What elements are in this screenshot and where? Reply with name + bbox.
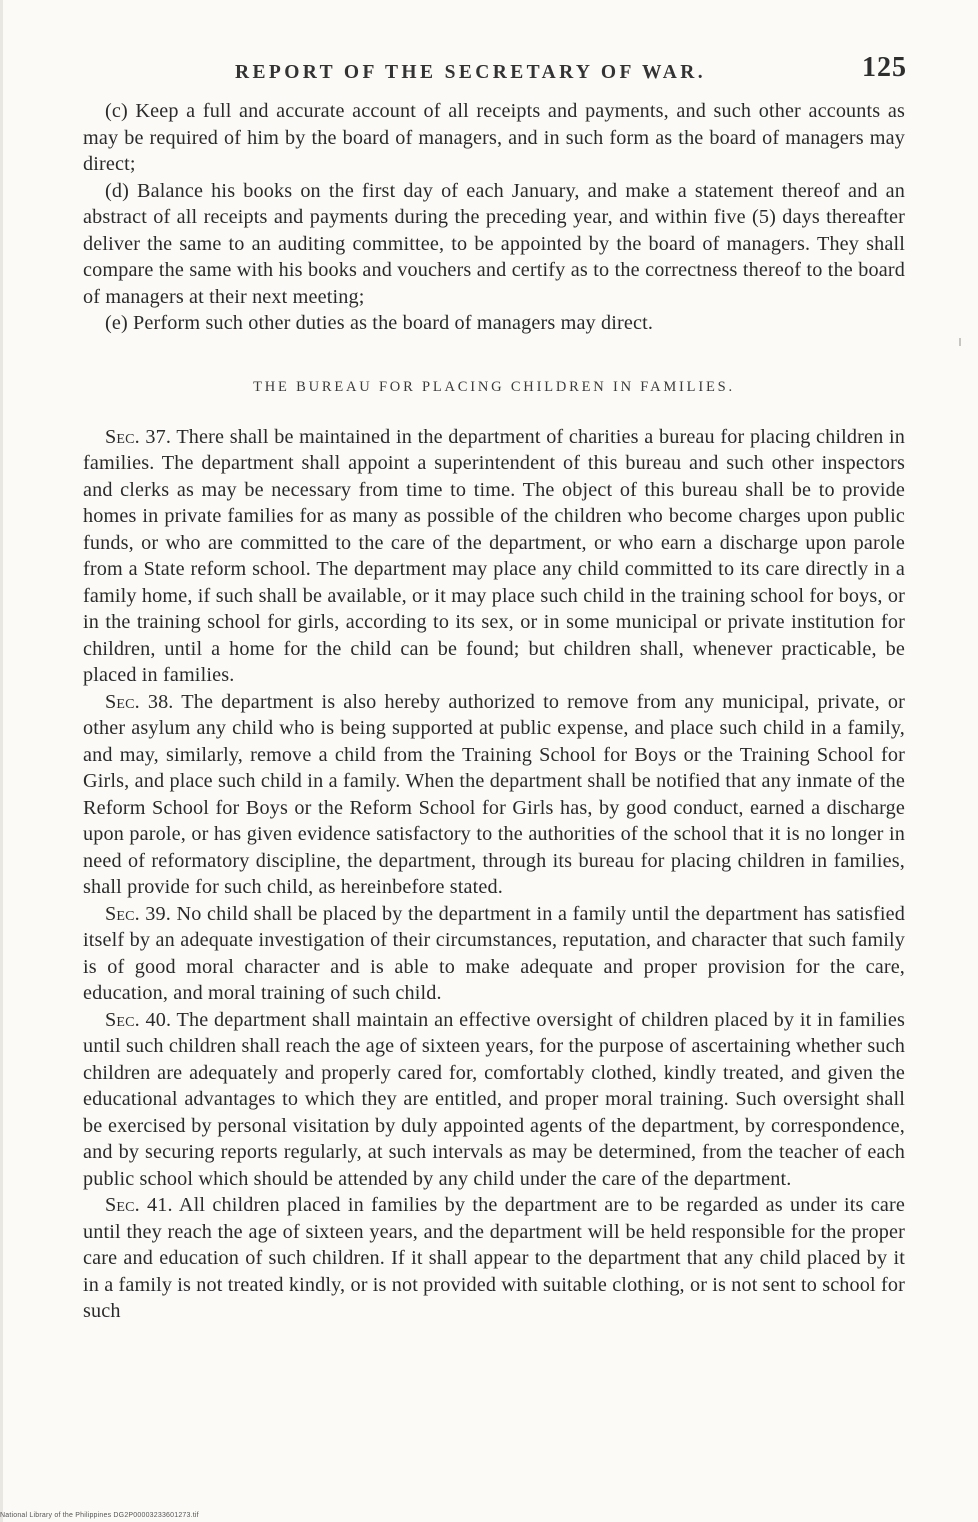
section-label: Sec. 40. [105,1008,172,1031]
section-text: All children placed in families by the department are to be regarded as under its care until they reach the age of sixteen years, and the department will be held responsible for the proper care and education of such children. If it shall appear to the department that any child placed by it in a family is not treated kindly, or is not provided with suitable clothing, or is not sent to school for such [83,1194,905,1322]
section-label: Sec. 38. [105,690,174,713]
section-text: There shall be maintained in the department of charities a bureau for placing children in families. The department shall appoint a superintendent of this bureau and such other inspectors and clerks as may be necessary from time to time. The object of this bureau shall be to provide homes in private families for as many as possible of the children who become charges upon public funds, or who are committed to the care of the department, or who earn a discharge upon parole from a State reform school. The department may place any child committed to its care directly in a family home, if such shall be available, or it may place such child in the training school for boys, or in the training school for girls, according to its sex, or in some municipal or private institution for children, until a home for the child can be found; but children shall, whenever practicable, be placed in families. [83,425,905,686]
source-watermark: National Library of the Philippines DG2P00003233601273.tif [0,1512,199,1519]
section-text: No child shall be placed by the department in a family until the department has satisfied itself by an adequate investigation of their circumstances, reputation, and character that such family is of good moral character and is able to make adequate and proper provision for the care, education, and moral training of such child. [83,902,905,1004]
section-41 [83,1192,905,1325]
section-39 [83,901,905,1007]
section-40 [83,1007,905,1193]
margin-mark [959,338,961,346]
section-label: Sec. 41. [105,1194,173,1216]
section-38 [83,689,905,901]
paragraph-d: (d) Balance his books on the first day of each January, and make a statement thereof and an abstract of all receipts and payments during the preceding year, and within five (5) days thereafter deliver the same to an auditing committee, to be appointed by the board of managers. They shall compare the same with his books and vouchers and certify as to the correctness thereof to the board of managers at their next meeting; [83,179,905,308]
scan-edge [0,0,3,1522]
section-label: Sec. 37. [105,425,172,448]
page-header [83,52,907,92]
running-head: REPORT OF THE SECRETARY OF WAR. [235,62,706,83]
page-body [83,98,905,1325]
section-37 [83,424,905,689]
page-number: 125 [862,52,907,83]
paragraph-e: (e) Perform such other duties as the board of managers may direct. [105,312,654,334]
paragraph-c: (c) Keep a full and accurate account of all receipts and payments, and such other accounts as may be required of him by the board of managers, and in such form as the board of managers may direct; [83,100,905,175]
section-label: Sec. 39. [105,902,171,925]
section-text: The department shall maintain an effective oversight of children placed by it in families until such children shall reach the age of sixteen years, for the purpose of ascertaining whether such children are adequately and properly cared for, comfortably clothed, kindly treated, and given the educational advantages to which they are entitled, and proper moral training. Such oversight shall be exercised by personal visitation by duly appointed agents of the department, by correspondence, and by securing reports regularly, at such intervals as may be determined, from the teacher of each public school which should be attended by any child under the care of the department. [83,1008,905,1190]
section-text: The department is also hereby authorized to remove from any municipal, private, or other asylum any child who is being supported at public expense, and place such child in a family, and may, similarly, remove a child from the Training School for Boys or the Training School for Girls, and place such child in a family. When the department shall be notified that any inmate of the Reform School for Boys or the Reform School for Girls has, by good conduct, earned a discharge upon parole, or has given evidence satisfactory to the authorities of the school that it is no longer in need of reformatory discipline, the department, through its bureau for placing children in families, shall provide for such child, as hereinbefore stated. [83,690,905,898]
section-heading: THE BUREAU FOR PLACING CHILDREN IN FAMILIES. [253,378,735,395]
